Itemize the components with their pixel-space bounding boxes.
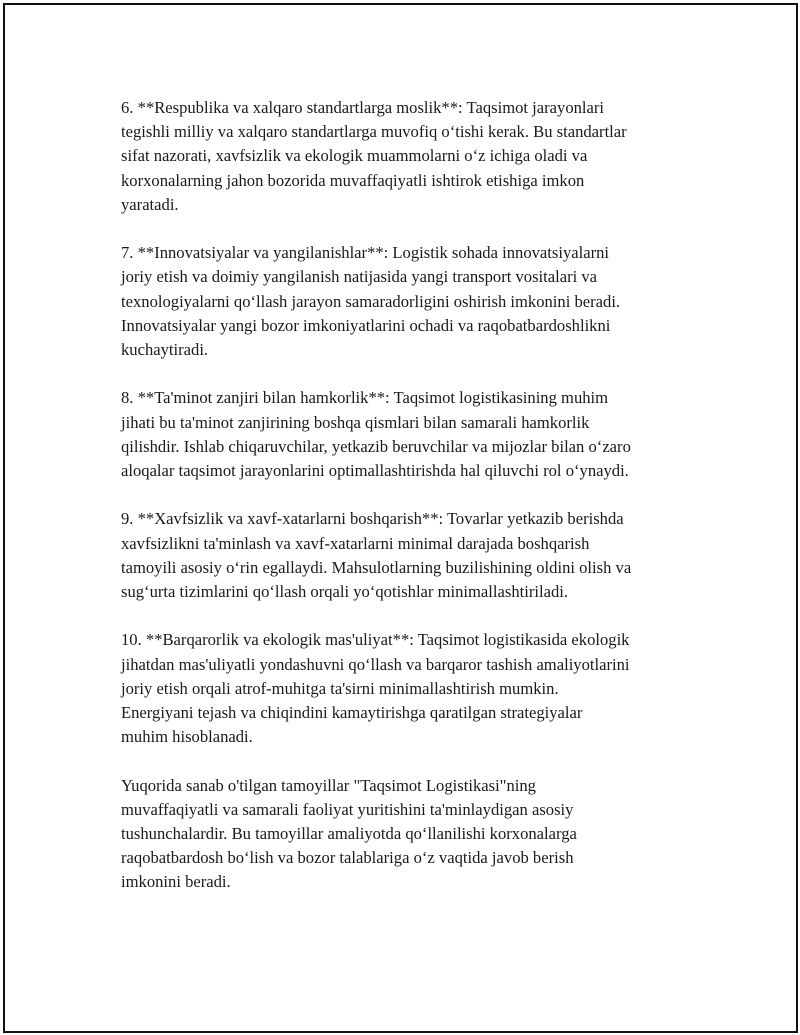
text-line: jihati bu ta'minot zanjirining boshqa qismlari bilan samarali hamkorlik <box>121 412 590 432</box>
text-line: tamoyili asosiy o‘rin egallaydi. Mahsulotlarning buzilishining oldini olish va <box>121 557 632 577</box>
text-line: 7. **Innovatsiyalar va yangilanishlar**: Logistik sohada innovatsiyalarni <box>121 243 610 263</box>
text-line: sug‘urta tizimlarini qo‘llash orqali yo‘qotishlar minimallashtiriladi. <box>121 582 569 602</box>
text-line: joriy etish va doimiy yangilanish natijasida yangi transport vositalari va <box>121 267 598 287</box>
text-line: tegishli milliy va xalqaro standartlarga muvofiq o‘tishi kerak. Bu standartlar <box>121 122 627 142</box>
text-line: kuchaytiradi. <box>121 340 209 360</box>
text-line: muvaffaqiyatli va samarali faoliyat yuritishini ta'minlaydigan asosiy <box>121 799 574 819</box>
text-line: imkonini beradi. <box>121 872 231 892</box>
paragraph-principle-10 <box>121 628 696 749</box>
paragraph-principle-7 <box>121 241 696 362</box>
text-line: 6. **Respublika va xalqaro standartlarga moslik**: Taqsimot jarayonlari <box>121 98 605 117</box>
text-line: korxonalarning jahon bozorida muvaffaqiyatli ishtirok etishiga imkon <box>121 170 585 190</box>
text-line: raqobatbardosh bo‘lish va bozor talablariga o‘z vaqtida javob berish <box>121 848 574 868</box>
text-line: xavfsizlikni ta'minlash va xavf-xatarlarni minimal darajada boshqarish <box>121 533 590 553</box>
text-line: 10. **Barqarorlik va ekologik mas'uliyat**: Taqsimot logistikasida ekologik <box>121 630 630 650</box>
text-line: muhim hisoblanadi. <box>121 727 253 747</box>
page-frame <box>3 3 798 1033</box>
text-line: aloqalar taqsimot jarayonlarini optimallashtirishda hal qiluvchi rol o‘ynaydi. <box>121 461 629 481</box>
paragraph-principle-9 <box>121 507 696 604</box>
text-line: Energiyani tejash va chiqindini kamaytirishga qaratilgan strategiyalar <box>121 703 583 723</box>
paragraph-conclusion <box>121 774 696 895</box>
document-body <box>121 96 696 919</box>
text-line: yaratadi. <box>121 194 179 214</box>
text-line: 8. **Ta'minot zanjiri bilan hamkorlik**: Taqsimot logistikasining muhim <box>121 388 609 408</box>
text-line: 9. **Xavfsizlik va xavf-xatarlarni boshqarish**: Tovarlar yetkazib berishda <box>121 509 624 529</box>
text-line: texnologiyalarni qo‘llash jarayon samaradorligini oshirish imkonini beradi. <box>121 291 621 311</box>
text-line: Innovatsiyalar yangi bozor imkoniyatlarini ochadi va raqobatbardoshlikni <box>121 315 611 335</box>
paragraph-principle-6 <box>121 96 696 217</box>
text-line: qilishdir. Ishlab chiqaruvchilar, yetkazib beruvchilar va mijozlar bilan o‘zaro <box>121 436 631 456</box>
text-line: tushunchalardir. Bu tamoyillar amaliyotda qo‘llanilishi korxonalarga <box>121 824 577 844</box>
paragraph-principle-8 <box>121 386 696 483</box>
text-line: jihatdan mas'uliyatli yondashuvni qo‘llash va barqaror tashish amaliyotlarini <box>121 654 630 674</box>
text-line: sifat nazorati, xavfsizlik va ekologik muammolarni o‘z ichiga oladi va <box>121 146 588 166</box>
text-line: Yuqorida sanab o'tilgan tamoyillar "Taqsimot Logistikasi"ning <box>121 775 536 795</box>
text-line: joriy etish orqali atrof-muhitga ta'sirni minimallashtirish mumkin. <box>121 678 559 698</box>
